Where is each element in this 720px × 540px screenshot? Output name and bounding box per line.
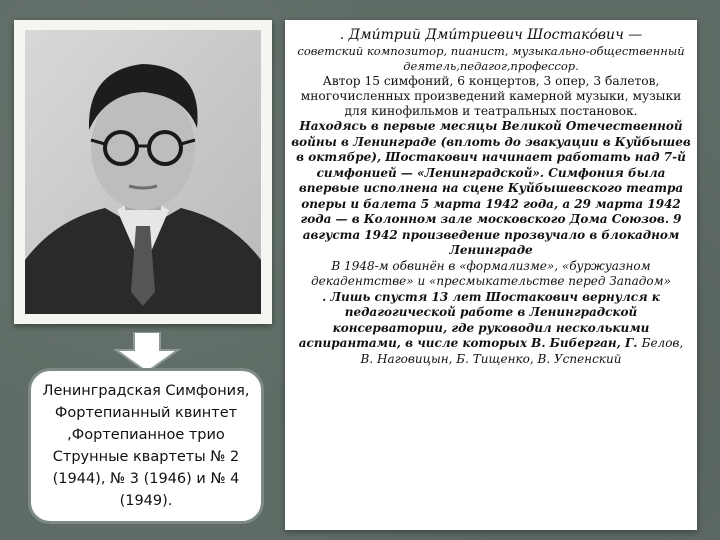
portrait-frame	[14, 20, 272, 324]
works-caption-text: Ленинградская Симфония, Фортепианный квинтет ,Фортепианное трио Струнные квартеты № 2 (1944), № 3 (1946) и № 4 (1949).	[42, 383, 250, 509]
works-caption-box	[28, 368, 264, 524]
bio-return-names: Белов, В. Наговицын, Б. Тищенко, В. Успенский	[360, 336, 684, 366]
bio-heading: . Дми́трий Дми́триевич Шостако́вич —	[339, 27, 643, 43]
bio-return-teaching	[291, 290, 691, 368]
bio-role: советский композитор, пианист, музыкально-общественный деятель,педагог,профессор.	[297, 44, 685, 73]
portrait-photo	[25, 30, 261, 314]
biography-panel	[285, 20, 697, 530]
bio-formalism: В 1948-м обвинён в «формализме», «буржуазном декадентстве» и «пресмыкательстве перед Западом»	[311, 258, 671, 288]
bio-return-main: . Лишь спустя 13 лет Шостакович вернулся к педагогической работе в Ленинградской консерватории, где руководил несколькими аспирантами, в числе которых В. Биберган, Г.	[298, 289, 660, 350]
down-arrow-icon	[112, 332, 182, 372]
bio-works: Автор 15 симфоний, 6 концертов, 3 опер, 3 балетов, многочисленных произведений камерной музыки, музыки для кинофильмов и театральных постановок.	[300, 74, 682, 118]
bio-war-years: Находясь в первые месяцы Великой Отечественной войны в Ленинграде (вплоть до эвакуации в Куйбышев в октябре), Шостакович начинает работать над 7-й симфонией — «Ленинградской». Симфония была впервые исполнена на сцене Куйбышевского театра оперы и балета 5 марта 1942 года, а 29 марта 1942 года — в Колонном зале московского Дома Союзов. 9 августа 1942 произведение прозвучало в блокадном Ленинграде	[291, 119, 691, 257]
